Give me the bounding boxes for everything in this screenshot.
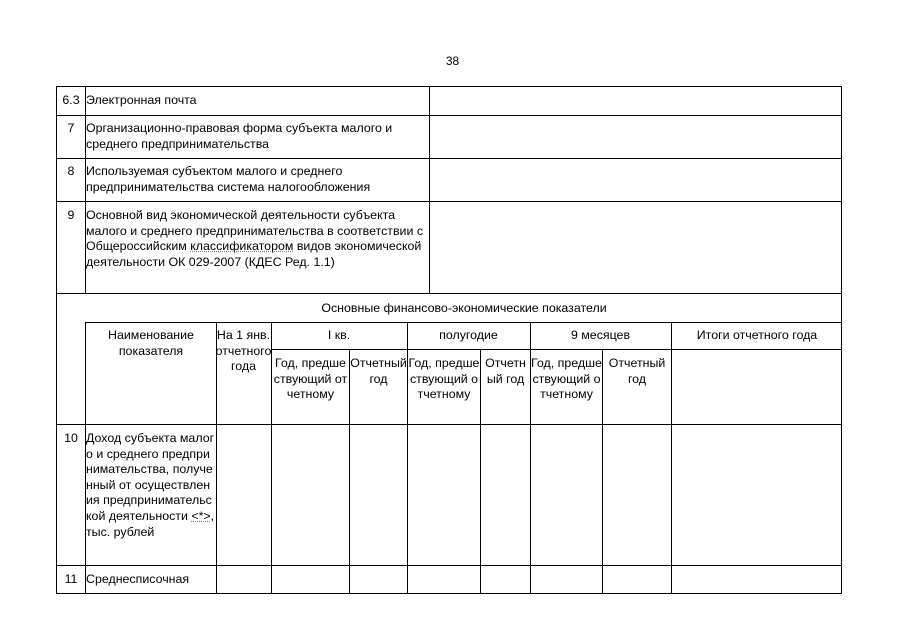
header-nine-months: 9 месяцев (570, 328, 631, 342)
row-divider (57, 424, 842, 425)
row-label-text: Доход субъекта малого и среднего предпринимательства, полученный от осуществления предпринимательской деятельности (86, 431, 215, 523)
row-label (86, 431, 216, 540)
header-q1: I кв. (327, 328, 351, 342)
page-number: 38 (445, 54, 460, 68)
row-label-text: видов экономической деятельности ОК 029-2007 (КДЕС Ред. 1.1) (86, 239, 422, 269)
header-prev-year: Год, предшествующий отчетному (408, 356, 480, 402)
header-prev-year: Год, предшествующий отчетному (531, 356, 602, 402)
row-number: 8 (67, 164, 75, 178)
header-name: Наименование показателя (108, 328, 194, 358)
row-divider (85, 322, 842, 323)
row-number: 7 (67, 121, 75, 135)
header-half-year: полугодие (439, 328, 498, 342)
row-label: Электронная почта (86, 93, 197, 107)
row-divider (57, 115, 842, 116)
classifier-link[interactable]: классификатором (190, 239, 294, 254)
header-report-year: Отчетный год (608, 356, 666, 386)
header-report-year: Отчетный год (350, 356, 407, 386)
row-divider (57, 201, 842, 202)
row-label-text: , тыс. рублей (86, 508, 215, 539)
row-divider (57, 293, 842, 294)
row-label (86, 208, 426, 270)
row-divider (57, 158, 842, 159)
row-number: 11 (64, 572, 78, 586)
row-label: Организационно-правовая форма субъекта малого и среднего предпринимательства (86, 121, 393, 151)
col-divider (671, 322, 672, 594)
row-label: Используемая субъектом малого и среднего предпринимательства система налогообложения (86, 164, 371, 194)
row-label: Среднесписочная (86, 572, 190, 586)
header-jan1: На 1 янв. отчетного года (215, 328, 272, 374)
row-label-text: Основной вид экономической деятельности субъекта малого и среднего предпринимательства в соответствии с Общероссийским (86, 208, 424, 254)
form-table (56, 86, 842, 594)
header-year-totals: Итоги отчетного года (696, 328, 818, 342)
row-number: 10 (64, 431, 78, 445)
row-number: 9 (67, 208, 75, 222)
section-title: Основные финансово-экономические показатели (321, 301, 607, 315)
row-divider (271, 349, 842, 350)
footnote-link[interactable]: <*> (191, 508, 211, 523)
header-prev-year: Год, предшествующий отчетному (273, 356, 348, 402)
row-number: 6.3 (62, 93, 80, 107)
col-divider (429, 87, 430, 293)
header-report-year: Отчетный год (485, 356, 526, 386)
row-divider (57, 565, 842, 566)
